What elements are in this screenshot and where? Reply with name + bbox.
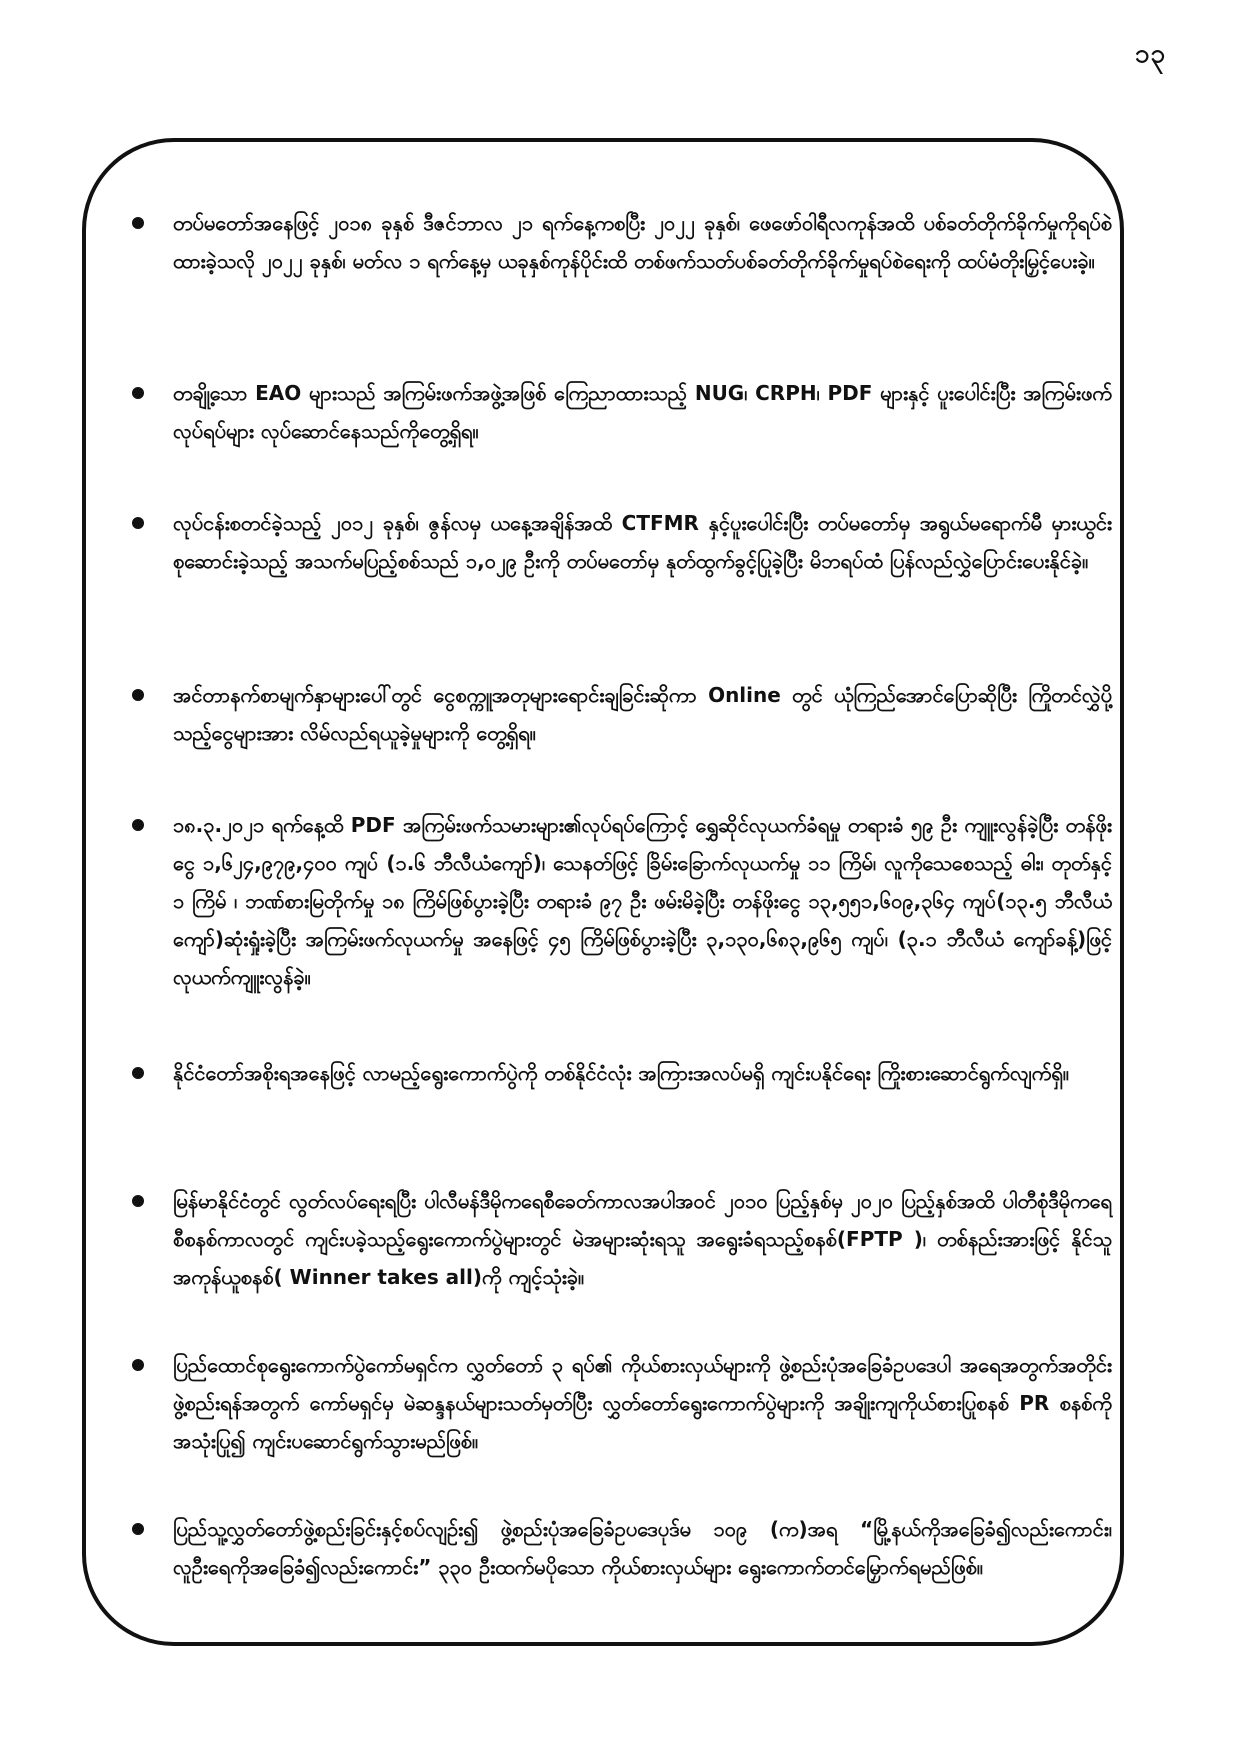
bullet-text: ပြည်သူ့လွှတ်တော်ဖွဲ့စည်းခြင်းနှင့်စပ်လျဉ်း၍ ဖွဲ့စည်းပုံအခြေခံဥပဒေပုဒ်မ ၁၀၉ (က)အရ “မြို့နယ်ကိုအခြေခံ၍လည်းကောင်း၊ လူဦးရေကိုအခြေခံ၍လည်းကောင်း” ၃၃၀ ဦးထက်မပိုသော ကိုယ်စားလှယ်များ ရွေးကောက်တင်မြှောက်ရမည်ဖြစ်။ <box>173 1517 1112 1579</box>
bullet-text: နိုင်ငံတော်အစိုးရအနေဖြင့် လာမည့်ရွေးကောက်ပွဲကို တစ်နိုင်ငံလုံး အကြားအလပ်မရှိ ကျင်းပနိုင်ရေး ကြိုးစားဆောင်ရွက်လျက်ရှိ။ <box>173 1061 1069 1085</box>
bullet-item-5 <box>132 806 1112 996</box>
bullet-item-3 <box>132 504 1112 580</box>
bullet-item-4 <box>132 676 1112 752</box>
bullet-text: ၁၈.၃.၂၀၂၁ ရက်နေ့ထိ PDF အကြမ်းဖက်သမားများ၏လုပ်ရပ်ကြောင့် ရွှေဆိုင်လုယက်ခံရမှု တရားခံ ၅၉ ဦး ကျူးလွန်ခဲ့ပြီး တန်ဖိုးငွေ ၁,၆၂၄,၉၇၉,၄၀၀ ကျပ် (၁.၆ ဘီလီယံကျော်)၊ သေနတ်ဖြင့် ခြိမ်းခြောက်လုယက်မှု ၁၁ ကြိမ်၊ လူကိုသေစေသည့် ဓါး၊ တုတ်နှင့် ၁ ကြိမ် ၊ ဘဏ်စားမြတိုက်မှု ၁၈ ကြိမ်ဖြစ်ပွားခဲ့ပြီး တရားခံ ၉၇ ဦး ဖမ်းမိခဲ့ပြီး တန်ဖိုးငွေ ၁၃,၅၅၁,၆၀၉,၃၆၄ ကျပ်(၁၃.၅ ဘီလီယံကျော်)ဆုံးရှုံးခဲ့ပြီး အကြမ်းဖက်လုယက်မှု အနေဖြင့် ၄၅ ကြိမ်ဖြစ်ပွားခဲ့ပြီး ၃,၁၃၀,၆၈၃,၉၆၅ ကျပ်၊ (၃.၁ ဘီလီယံ ကျော်ခန့်)ဖြင့် လုယက်ကျူးလွန်ခဲ့။ <box>173 813 1112 989</box>
bullet-text: အင်တာနက်စာမျက်နှာများပေါ်တွင် ငွေစက္ကူအတုများရောင်းချခြင်းဆိုကာ Online တွင် ယုံကြည်အောင်ပြောဆိုပြီး ကြိုတင်လွှဲပို့သည့်ငွေများအား လိမ်လည်ရယူခဲ့မှုများကို တွေ့ရှိရ။ <box>173 683 1112 745</box>
bullet-item-6 <box>132 1054 1112 1092</box>
bullet-item-1 <box>132 204 1112 280</box>
bullet-item-7 <box>132 1182 1112 1296</box>
bullet-text: ပြည်ထောင်စုရွေးကောက်ပွဲကော်မရှင်က လွှတ်တော် ၃ ရပ်၏ ကိုယ်စားလှယ်များကို ဖွဲ့စည်းပုံအခြေခံဥပဒေပါ အရေအတွက်အတိုင်း ဖွဲ့စည်းရန်အတွက် ကော်မရှင်မှ မဲဆန္ဒနယ်များသတ်မှတ်ပြီး လွှတ်တော်ရွေးကောက်ပွဲများကို အချိုးကျကိုယ်စားပြုစနစ် PR စနစ်ကိုအသုံးပြု၍ ကျင်းပဆောင်ရွက်သွားမည်ဖြစ်။ <box>173 1353 1112 1453</box>
bullet-text: မြန်မာနိုင်ငံတွင် လွတ်လပ်ရေးရပြီး ပါလီမန်ဒီမိုကရေစီခေတ်ကာလအပါအဝင် ၂၀၁၀ ပြည့်နှစ်မှ ၂၀၂၀ ပြည့်နှစ်အထိ ပါတီစုံဒီမိုကရေစီစနစ်ကာလတွင် ကျင်းပခဲ့သည့်ရွေးကောက်ပွဲများတွင် မဲအများဆုံးရသူ အရွေးခံရသည့်စနစ်(FPTP )၊ တစ်နည်းအားဖြင့် နိုင်သူအကုန်ယူစနစ်( Winner takes all)ကို ကျင့်သုံးခဲ့။ <box>173 1189 1112 1289</box>
bullet-dot-icon <box>132 1195 144 1207</box>
bullet-dot-icon <box>132 217 144 229</box>
bullet-dot-icon <box>132 689 144 701</box>
bullet-text: တပ်မတော်အနေဖြင့် ၂၀၁၈ ခုနှစ် ဒီဇင်ဘာလ ၂၁ ရက်နေ့ကစပြီး ၂၀၂၂ ခုနှစ်၊ ဖေဖော်ဝါရီလကုန်အထိ ပစ်ခတ်တိုက်ခိုက်မှုကိုရပ်စဲထားခဲ့သလို ၂၀၂၂ ခုနှစ်၊ မတ်လ ၁ ရက်နေ့မှ ယခုနှစ်ကုန်ပိုင်းထိ တစ်ဖက်သတ်ပစ်ခတ်တိုက်ခိုက်မှုရပ်စဲရေးကို ထပ်မံတိုးမြှင့်ပေးခဲ့။ <box>173 211 1112 273</box>
bullet-dot-icon <box>132 819 144 831</box>
bullet-dot-icon <box>132 1523 144 1535</box>
bullet-dot-icon <box>132 517 144 529</box>
page-number: ၁၃ <box>1134 39 1166 69</box>
bullet-item-2 <box>132 374 1112 450</box>
bullet-dot-icon <box>132 1067 144 1079</box>
bullet-text: တချို့သော EAO များသည် အကြမ်းဖက်အဖွဲ့အဖြစ် ကြေညာထားသည့် NUG၊ CRPH၊ PDF များနှင့် ပူးပေါင်းပြီး အကြမ်းဖက်လုပ်ရပ်များ လုပ်ဆောင်နေသည်ကိုတွေ့ရှိရ။ <box>173 381 1112 443</box>
bullet-item-8 <box>132 1346 1112 1460</box>
bullet-text: လုပ်ငန်းစတင်ခဲ့သည့် ၂၀၁၂ ခုနှစ်၊ ဇွန်လမှ ယနေ့အချိန်အထိ CTFMR နှင့်ပူးပေါင်းပြီး တပ်မတော်မှ အရွယ်မရောက်မီ မှားယွင်းစုဆောင်းခဲ့သည့် အသက်မပြည့်စစ်သည် ၁,၀၂၉ ဦးကို တပ်မတော်မှ နုတ်ထွက်ခွင့်ပြုခဲ့ပြီး မိဘရပ်ထံ ပြန်လည်လွှဲပြောင်းပေးနိုင်ခဲ့။ <box>173 511 1112 573</box>
bullet-item-9 <box>132 1510 1112 1586</box>
bullet-dot-icon <box>132 387 144 399</box>
bullet-dot-icon <box>132 1359 144 1371</box>
